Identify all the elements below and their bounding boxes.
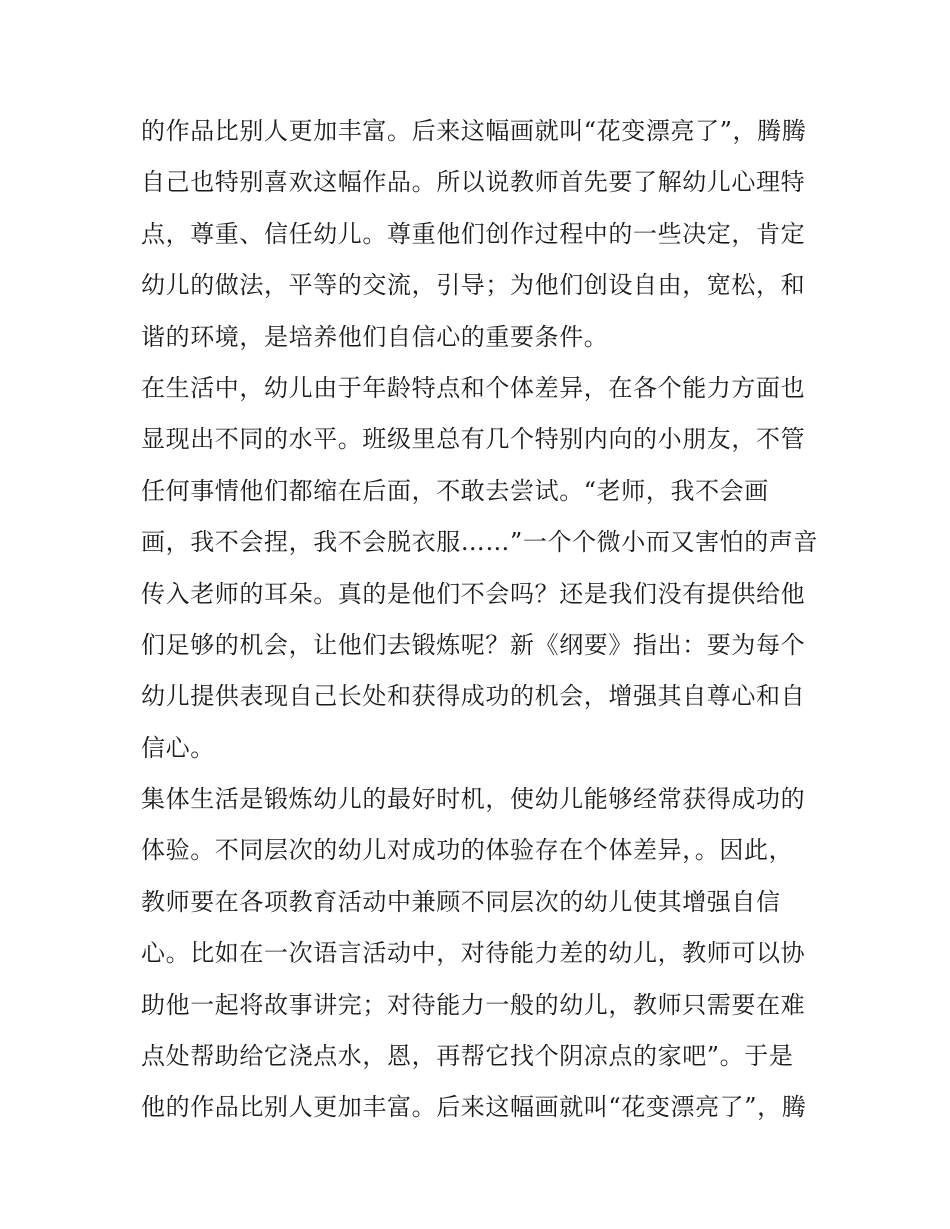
text-line: 点，尊重、信任幼儿。尊重他们创作过程中的一些决定，肯定 <box>141 219 806 248</box>
text-line: 任何事情他们都缩在后面，不敢去尝试。“老师，我不会画 <box>141 476 769 505</box>
text-line: 传入老师的耳朵。真的是他们不会吗？还是我们没有提供给他 <box>141 579 806 608</box>
text-line: 教师要在各项教育活动中兼顾不同层次的幼儿使其增强自信 <box>141 887 781 916</box>
text-line: 助他一起将故事讲完；对待能力一般的幼儿，教师只需要在难 <box>141 990 806 1019</box>
text-line: 信心。 <box>141 733 215 762</box>
text-line: 心。比如在一次语言活动中，对待能力差的幼儿，教师可以协 <box>141 939 806 968</box>
text-line: 幼儿的做法，平等的交流，引导；为他们创设自由，宽松，和 <box>141 271 806 300</box>
text-line: 在生活中，幼儿由于年龄特点和个体差异，在各个能力方面也 <box>141 373 806 402</box>
text-line: 体验。不同层次的幼儿对成功的体验存在个体差异，。因此， <box>141 836 794 865</box>
text-line: 点处帮助给它浇点水，恩，再帮它找个阴凉点的家吧”。于是 <box>141 1042 794 1071</box>
document-body <box>141 106 821 1134</box>
text-line: 自己也特别喜欢这幅作品。所以说教师首先要了解幼儿心理特 <box>141 168 806 197</box>
text-line: 们足够的机会，让他们去锻炼呢？新《纲要》指出：要为每个 <box>141 630 806 659</box>
text-line: 的作品比别人更加丰富。后来这幅画就叫“花变漂亮了”，腾腾 <box>141 117 807 145</box>
text-line: 谐的环境，是培养他们自信心的重要条件。 <box>141 322 609 351</box>
text-line: 他的作品比别人更加丰富。后来这幅画就叫“花变漂亮了”，腾 <box>141 1093 807 1122</box>
text-line: 集体生活是锻炼幼儿的最好时机，使幼儿能够经常获得成功的 <box>141 785 806 814</box>
text-line: 显现出不同的水平。班级里总有几个特别内向的小朋友，不管 <box>141 425 806 454</box>
text-line: 幼儿提供表现自己长处和获得成功的机会，增强其自尊心和自 <box>141 682 806 711</box>
text-line: 画，我不会捏，我不会脱衣服……”一个个微小而又害怕的声音 <box>141 528 819 557</box>
